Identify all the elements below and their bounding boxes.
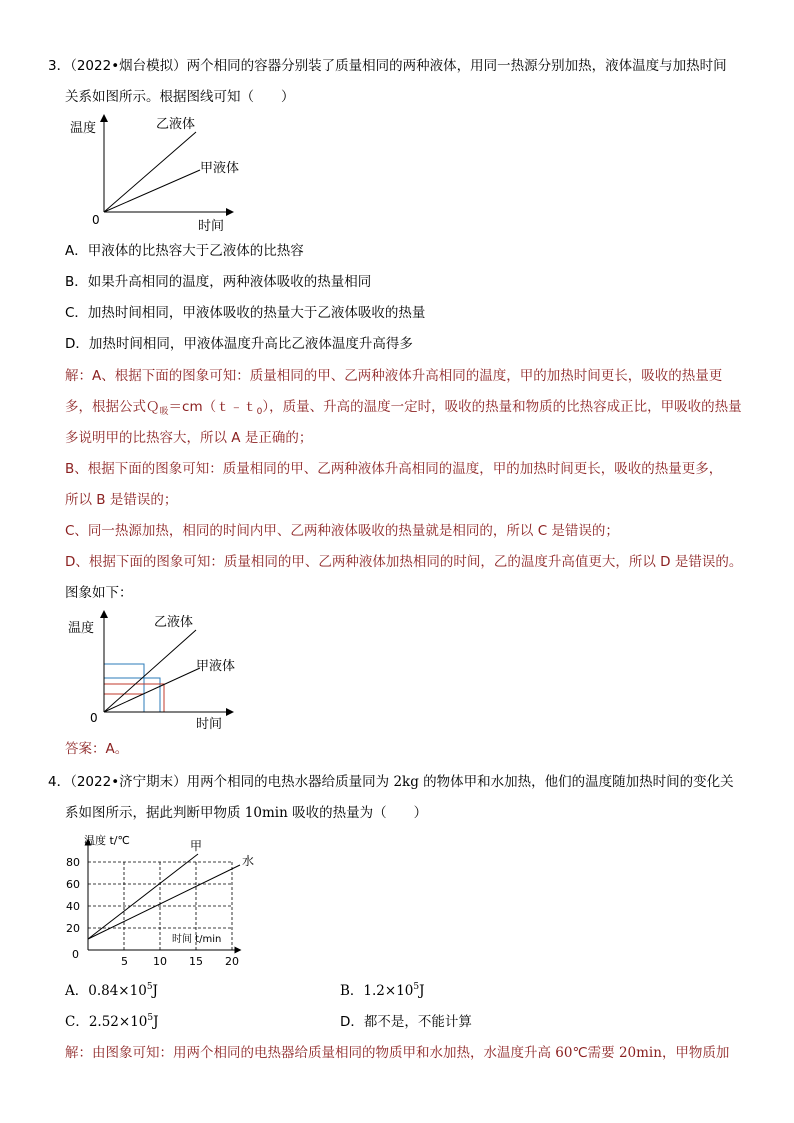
q4-series-jia xyxy=(88,854,198,939)
q3-solution-line2: 多，根据公式Ｑ$_吸$＝cm（ｔ﹣ｔ$_0$），质量、升高的温度一定时，吸收的热量和物质的比热容成正比，甲吸收的热量 xyxy=(65,399,742,417)
q4-option-d: D．都不是，不能计算 xyxy=(340,1014,472,1030)
q4-x-label: 时间 t/min xyxy=(172,934,222,945)
q3b-line-yi xyxy=(104,630,196,712)
q4-stem-line1: 4．（2022•济宁期末）用两个相同的电热水器给质量同为 2kg 的物体甲和水加热，他们的温度随加热时间的变化关 xyxy=(48,774,734,790)
q4-option-c: C．$2.52\times 10^5J$ xyxy=(65,1013,159,1030)
q3-option-c: C．加热时间相同，甲液体吸收的热量大于乙液体吸收的热量 xyxy=(65,305,426,321)
q3-option-b: B．如果升高相同的温度，两种液体吸收的热量相同 xyxy=(65,274,372,290)
q3-solution-line1: 解：A、根据下面的图象可知：质量相同的甲、乙两种液体升高相同的温度，甲的加热时间更长，吸收的热量更 xyxy=(65,368,723,384)
q3-line-jia xyxy=(104,170,200,212)
q4-origin: 0 xyxy=(72,948,79,961)
q3b-y-label: 温度 xyxy=(68,621,95,636)
q4-y-label: 温度 t/℃ xyxy=(84,834,130,847)
q3-y-label: 温度 xyxy=(70,121,97,136)
q4-x-tick-label: 10 xyxy=(153,955,167,968)
q3-solution-line3: 多说明甲的比热容大，所以 A 是正确的； xyxy=(65,430,313,446)
q4-y-tick-label: 60 xyxy=(66,878,80,891)
q4-stem-line2: 系如图所示，据此判断甲物质 10min 吸收的热量为（ ） xyxy=(65,805,428,821)
q3-graph xyxy=(60,112,260,236)
q3-stem-line2: 关系如图所示。根据图线可知（ ） xyxy=(65,89,295,105)
q3-solution-line8: 图象如下： xyxy=(65,585,133,601)
q3b-helper-red3 xyxy=(144,684,164,712)
q3-origin-label: 0 xyxy=(92,213,100,227)
q3-stem-line1: 3．（2022•烟台模拟）两个相同的容器分别装了质量相同的两种液体，用同一热源分别加热，液体温度与加热时间 xyxy=(48,58,727,74)
q3-graph-annotated xyxy=(60,608,260,732)
q3b-x-label: 时间 xyxy=(196,717,223,732)
q4-solution-line1: 解：由图象可知：用两个相同的电热器给质量相同的物质甲和水加热，水温度升高 60℃需要 20min，甲物质加 xyxy=(65,1045,730,1061)
q4-y-tick-label: 40 xyxy=(66,900,80,913)
q3-option-d: D．加热时间相同，甲液体温度升高比乙液体温度升高得多 xyxy=(65,336,413,352)
q4-series-jia-label: 甲 xyxy=(190,839,203,853)
q3-solution-line6: C、同一热源加热，相同的时间内甲、乙两种液体吸收的热量就是相同的，所以 C 是错误的； xyxy=(65,523,619,539)
q3-solution-line5: 所以 B 是错误的； xyxy=(65,492,178,508)
q3-x-label: 时间 xyxy=(198,219,225,234)
q3-solution-line7: D、根据下面的图象可知：质量相同的甲、乙两种液体加热相同的时间，乙的温度升高值更大，所以 D 是错误的。 xyxy=(65,554,743,570)
q3-yi-label: 乙液体 xyxy=(156,117,196,132)
q4-option-b: B．$1.2\times 10^5J$ xyxy=(340,982,425,999)
q4-x-tick-label: 15 xyxy=(189,955,203,968)
q4-chart xyxy=(60,830,255,970)
q3-jia-label: 甲液体 xyxy=(200,161,240,176)
q4-series-water-label: 水 xyxy=(242,854,255,868)
q3b-jia-label: 甲液体 xyxy=(196,659,236,674)
q3b-helper-blue2 xyxy=(104,678,160,712)
q3-solution-line4: B、根据下面的图象可知：质量相同的甲、乙两种液体升高相同的温度，甲的加热时间更长，吸收的热量更多， xyxy=(65,461,723,477)
q3-answer: 答案：A。 xyxy=(65,741,129,757)
q3b-origin-label: 0 xyxy=(90,711,98,725)
q4-y-tick-label: 20 xyxy=(66,922,80,935)
q3b-yi-label: 乙液体 xyxy=(154,615,194,630)
q4-x-tick-label: 20 xyxy=(225,955,239,968)
q4-option-a: A．$0.84\times 10^5J$ xyxy=(65,982,158,999)
q3-line-yi xyxy=(104,132,196,212)
q4-y-tick-label: 80 xyxy=(66,856,80,869)
q4-x-tick-label: 5 xyxy=(121,955,128,968)
q3-option-a: A．甲液体的比热容大于乙液体的比热容 xyxy=(65,243,304,259)
q3b-helper-blue xyxy=(104,664,144,712)
q3b-line-jia xyxy=(104,668,200,712)
